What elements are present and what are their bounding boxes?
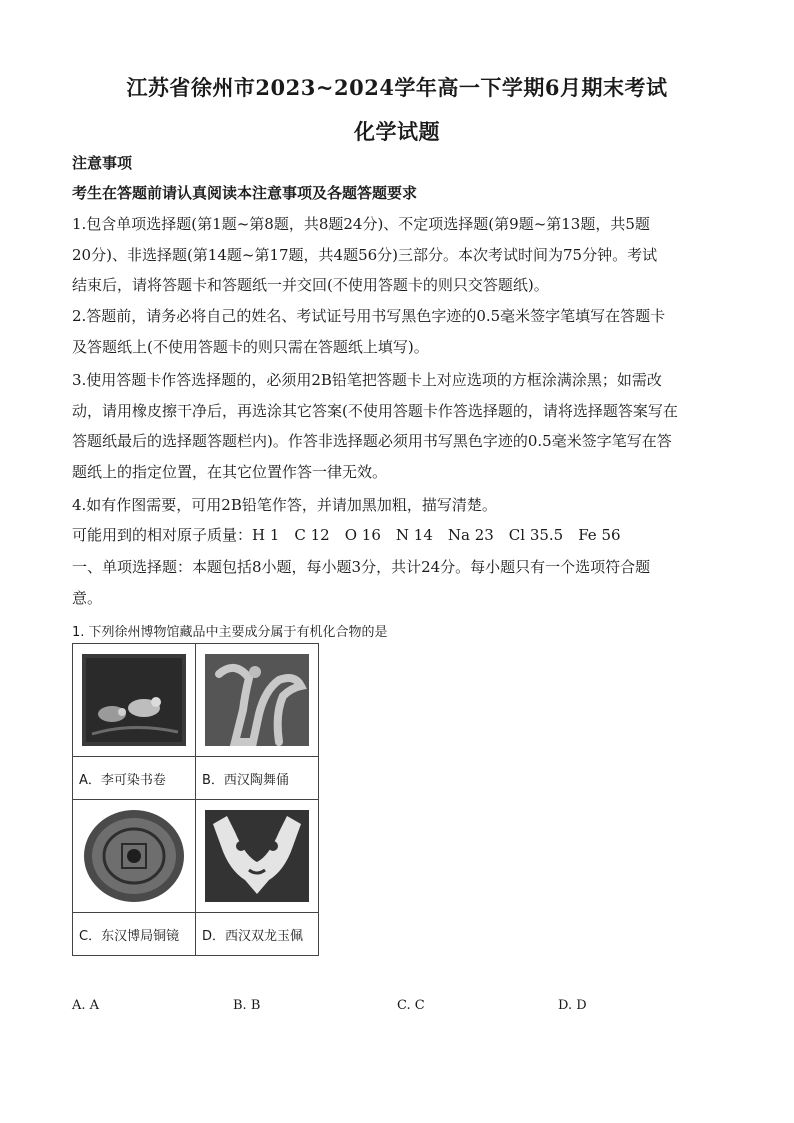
image-cell-a [73,644,196,757]
notice-intro: 考生在答题前请认真阅读本注意事项及各题答题要求 [72,184,418,202]
question-stem: 1. 下列徐州博物馆藏品中主要成分属于有机化合物的是 [72,625,388,640]
notice-line: 动，请用橡皮擦干净后，再选涂其它答案(不使用答题卡作答选择题的，请将选择题答案写在 [72,402,678,420]
notice-line: 3.使用答题卡作答选择题的，必须用2B铅笔把答题卡上对应选项的方框涂满涂黑；如需改 [72,371,662,389]
caption-d: D．西汉双龙玉佩 [196,913,319,956]
notice-line: 2.答题前，请务必将自己的姓名、考试证号用书写黑色字迹的0.5毫米签字笔填写在答题卡 [72,307,666,325]
option-c[interactable]: C. C [397,998,425,1013]
section-heading: 一、单项选择题：本题包括8小题，每小题3分，共计24分。每小题只有一个选项符合题 [72,558,651,576]
notice-heading: 注意事项 [72,154,133,172]
section-heading-cont: 意。 [72,589,103,607]
option-b[interactable]: B. B [233,998,261,1013]
notice-line: 1.包含单项选择题(第1题~第8题，共8题24分)、不定项选择题(第9题~第13题，共5题 [72,215,650,233]
atomic-masses: 可能用到的相对原子质量：H 1 C 12 O 16 N 14 Na 23 Cl 35.5 Fe 56 [72,526,621,544]
notice-line: 4.如有作图需要，可用2B铅笔作答，并请加黑加粗，描写清楚。 [72,496,497,514]
option-a[interactable]: A. A [72,998,100,1013]
exam-subject: 化学试题 [354,119,440,144]
caption-c: C．东汉博局铜镜 [73,913,196,956]
notice-line: 题纸上的指定位置，在其它位置作答一律无效。 [72,463,388,481]
exam-title: 江苏省徐州市2023~2024学年高一下学期6月期末考试 [126,75,668,100]
caption-b: B．西汉陶舞俑 [196,757,319,800]
jade-pendant-image [205,810,309,902]
bronze-mirror-image [82,808,186,904]
image-cell-d [196,800,319,913]
notice-line: 结束后，请将答题卡和答题纸一并交回(不使用答题卡的则只交答题纸)。 [72,276,549,294]
pottery-dancer-image [205,654,309,746]
scroll-painting-image [82,654,186,746]
notice-line: 20分)、非选择题(第14题~第17题，共4题56分)三部分。本次考试时间为75分钟。考试 [72,246,658,264]
question-image-table [72,643,319,956]
option-d[interactable]: D. D [558,998,587,1013]
image-cell-b [196,644,319,757]
caption-a: A．李可染书卷 [73,757,196,800]
image-cell-c [73,800,196,913]
notice-line: 答题纸最后的选择题答题栏内)。作答非选择题必须用书写黑色字迹的0.5毫米签字笔写在答 [72,432,672,450]
notice-line: 及答题纸上(不使用答题卡的则只需在答题纸上填写)。 [72,338,429,356]
